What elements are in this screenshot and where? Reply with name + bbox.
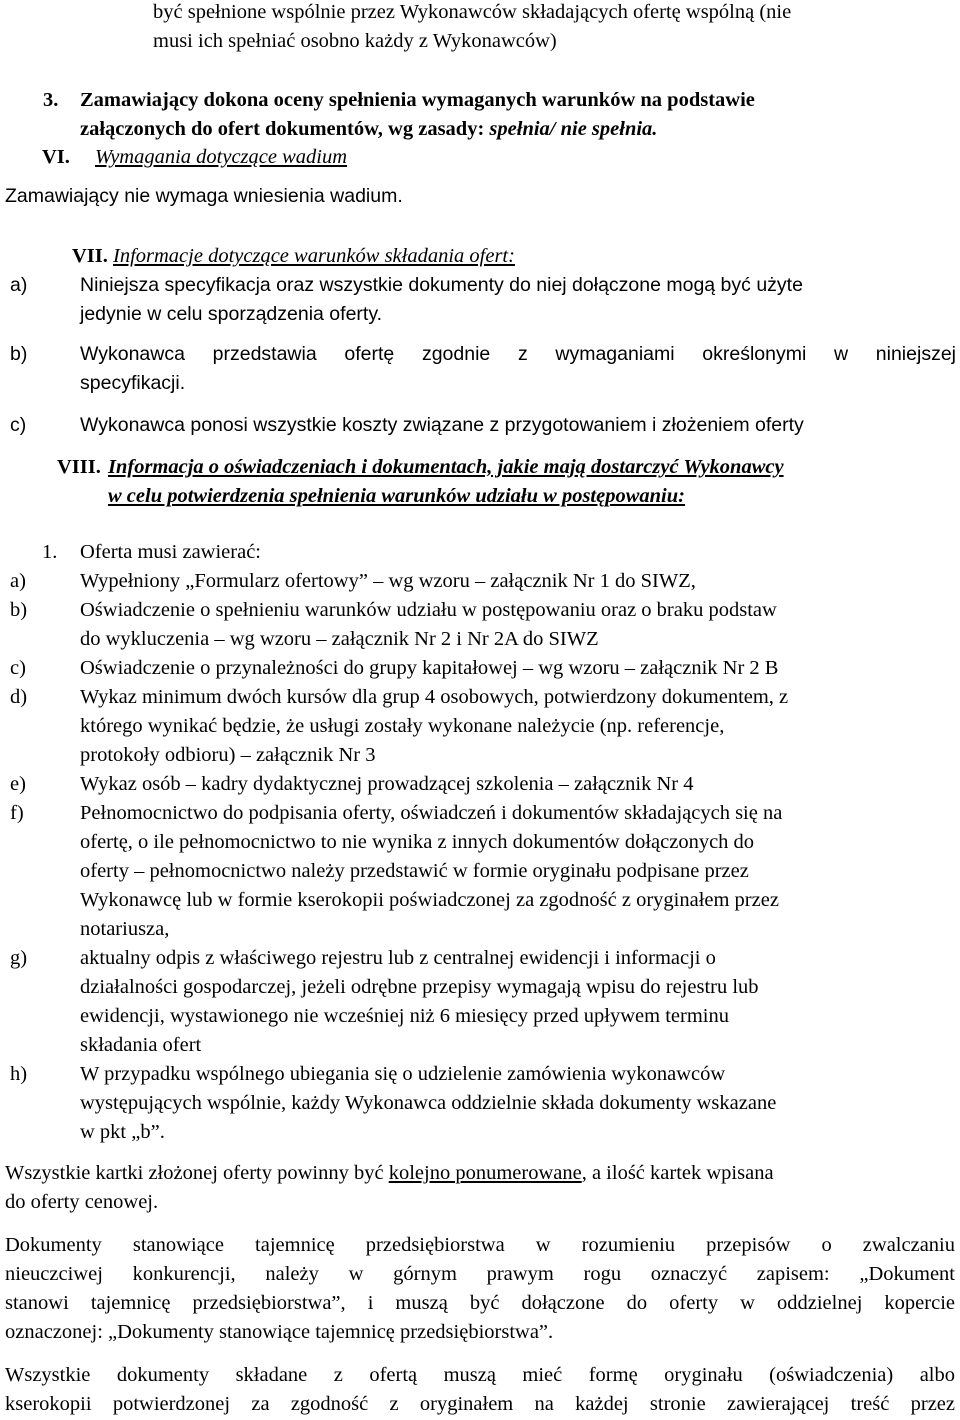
list-item-line: Wykonawcę lub w formie kserokopii poświadczonej za zgodność z oryginałem przez	[80, 889, 779, 911]
paragraph-2-line-1: Dokumenty stanowiące tajemnicę przedsiębiorstwa w rozumieniu przepisów o zwalczaniu	[5, 1234, 955, 1256]
list-item-line: Wykaz minimum dwóch kursów dla grup 4 osobowych, potwierdzony dokumentem, z	[80, 686, 789, 708]
section-7-item-a-line-1: Niniejsza specyfikacja oraz wszystkie dokumenty do niej dołączone mogą być użyte	[80, 274, 803, 296]
section-7-item-b-line-1: Wykonawca przedstawia ofertę zgodnie z wymaganiami określonymi w niniejszej	[80, 343, 956, 365]
intro-line-2: musi ich spełniać osobno każdy z Wykonawców)	[153, 30, 557, 52]
section-7-title: Informacje dotyczące warunków składania ofert:	[113, 245, 515, 267]
list-item-label: e)	[10, 773, 26, 795]
list-item-label: a)	[10, 570, 26, 592]
list-item-line: składania ofert	[80, 1034, 202, 1056]
section-8-number: VIII.	[57, 456, 101, 478]
point-3-line-2: załączonych do ofert dokumentów, wg zasady: spełnia/ nie spełnia.	[80, 118, 658, 140]
list-item-line: oferty – pełnomocnictwo należy przedstawić w formie oryginału podpisane przez	[80, 860, 749, 882]
section-7-item-c-label: c)	[10, 414, 27, 436]
section-6-title: Wymagania dotyczące wadium	[95, 146, 348, 168]
paragraph-1-line-1: Wszystkie kartki złożonej oferty powinny być kolejno ponumerowane, a ilość kartek wpisana	[5, 1162, 774, 1184]
paragraph-2-line-2: nieuczciwej konkurencji, należy w górnym prawym rogu oznaczyć zapisem: „Dokument	[5, 1263, 955, 1285]
list-item-line: działalności gospodarczej, jeżeli odrębne przepisy wymagają wpisu do rejestru lub	[80, 976, 759, 998]
list-item-line: Oświadczenie o przynależności do grupy kapitałowej – wg wzoru – załącznik Nr 2 B	[80, 657, 779, 679]
list-item-line: którego wynikać będzie, że usługi zostały wykonane należycie (np. referencje,	[80, 715, 725, 737]
list-item-line: aktualny odpis z właściwego rejestru lub z centralnej ewidencji i informacji o	[80, 947, 716, 969]
section-8-point-1-text: Oferta musi zawierać:	[80, 541, 261, 563]
section-7-item-b-line-2: specyfikacji.	[80, 372, 186, 394]
paragraph-2-line-4: oznaczonej: „Dokumenty stanowiące tajemnicę przedsiębiorstwa”.	[5, 1321, 554, 1343]
section-7-item-c-line-1: Wykonawca ponosi wszystkie koszty związane z przygotowaniem i złożeniem oferty	[80, 414, 804, 436]
section-8-title-line-1: Informacja o oświadczeniach i dokumentach, jakie mają dostarczyć Wykonawcy	[108, 456, 784, 478]
list-item-label: h)	[10, 1063, 28, 1085]
point-3-number: 3.	[43, 89, 59, 111]
section-7-item-a-label: a)	[10, 274, 28, 296]
list-item-label: b)	[10, 599, 28, 621]
section-7-item-b-label: b)	[10, 343, 28, 365]
list-item-line: ofertę, o ile pełnomocnictwo to nie wynika z innych dokumentów dołączonych do	[80, 831, 755, 853]
section-7-item-a-line-2: jedynie w celu sporządzenia oferty.	[80, 303, 383, 325]
list-item-line: Wypełniony „Formularz ofertowy” – wg wzoru – załącznik Nr 1 do SIWZ,	[80, 570, 696, 592]
list-item-line: Oświadczenie o spełnieniu warunków udziału w postępowaniu oraz o braku podstaw	[80, 599, 777, 621]
section-6-body: Zamawiający nie wymaga wniesienia wadium.	[5, 185, 403, 207]
paragraph-3-line-2: kserokopii potwierdzonej za zgodność z oryginałem na każdej stronie zawierającej treść przez	[5, 1393, 955, 1415]
list-item-label: f)	[10, 802, 24, 824]
list-item-line: protokoły odbioru) – załącznik Nr 3	[80, 744, 376, 766]
section-6-number: VI.	[42, 146, 70, 168]
list-item-line: notariusza,	[80, 918, 170, 940]
list-item-line: Wykaz osób – kadry dydaktycznej prowadzącej szkolenia – załącznik Nr 4	[80, 773, 694, 795]
list-item-line: W przypadku wspólnego ubiegania się o udzielenie zamówienia wykonawców	[80, 1063, 726, 1085]
intro-line-1: być spełnione wspólnie przez Wykonawców składających ofertę wspólną (nie	[153, 1, 792, 23]
list-item-line: do wykluczenia – wg wzoru – załącznik Nr 2 i Nr 2A do SIWZ	[80, 628, 599, 650]
paragraph-2-line-3: stanowi tajemnicę przedsiębiorstwa”, i muszą być dołączone do oferty w oddzielnej kopercie	[5, 1292, 955, 1314]
list-item-label: d)	[10, 686, 28, 708]
list-item-line: Pełnomocnictwo do podpisania oferty, oświadczeń i dokumentów składających się na	[80, 802, 783, 824]
list-item-line: występujących wspólnie, każdy Wykonawca oddzielnie składa dokumenty wskazane	[80, 1092, 777, 1114]
paragraph-3-line-1: Wszystkie dokumenty składane z ofertą muszą mieć formę oryginału (oświadczenia) albo	[5, 1364, 955, 1386]
section-8-point-1-number: 1.	[42, 541, 58, 563]
list-item-line: ewidencji, wystawionego nie wcześniej niż 6 miesięcy przed upływem terminu	[80, 1005, 729, 1027]
section-7-number: VII.	[72, 245, 108, 267]
list-item-label: g)	[10, 947, 28, 969]
list-item-line: w pkt „b”.	[80, 1121, 165, 1143]
list-item-label: c)	[10, 657, 26, 679]
point-3-line-1: Zamawiający dokona oceny spełnienia wymaganych warunków na podstawie	[80, 89, 755, 111]
numbered-pages-underline: kolejno ponumerowane	[388, 1162, 582, 1184]
paragraph-1-line-2: do oferty cenowej.	[5, 1191, 159, 1213]
section-8-title-line-2: w celu potwierdzenia spełnienia warunków udziału w postępowaniu:	[108, 485, 685, 507]
